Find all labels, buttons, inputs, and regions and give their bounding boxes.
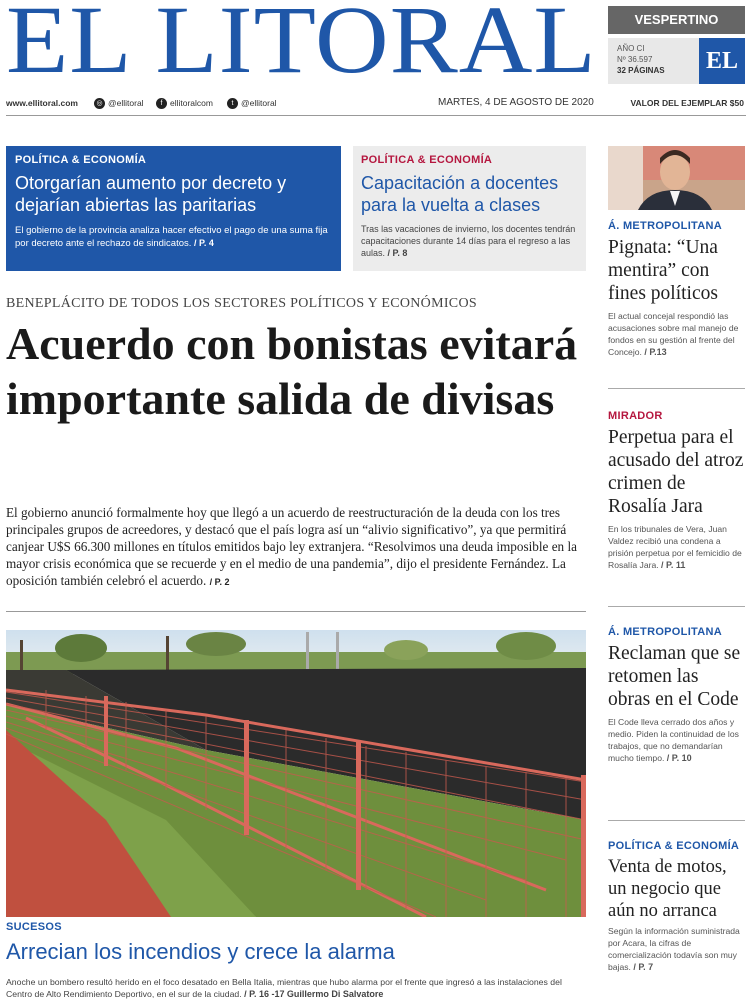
el-logo: EL	[699, 38, 745, 84]
page-ref: / P. 16 -17	[244, 989, 285, 999]
instagram-handle: @ellitoral	[108, 98, 144, 108]
main-headline[interactable]: Acuerdo con bonistas evitará importante salida de divisas	[6, 318, 578, 424]
story-summary: En los tribunales de Vera, Juan Valdez recibió una condena a prisión perpetua por el femicidio de Rosalía Jara. / P. 11	[608, 524, 742, 570]
facebook-handle: ellitoralcom	[170, 98, 213, 108]
facebook-icon: f	[156, 98, 167, 109]
section-tag: MIRADOR	[608, 410, 663, 422]
page-ref: / P. 7	[633, 962, 654, 972]
section-tag: Á. METROPOLITANA	[608, 220, 722, 232]
issue-number: Nº 36.597	[617, 55, 653, 64]
page-ref: / P. 10	[666, 753, 692, 763]
story-headline: Capacitación a docentes para la vuelta a clases	[361, 173, 559, 215]
story-perpetua[interactable]	[608, 410, 745, 571]
story-pignata[interactable]	[608, 220, 745, 358]
story-headline: Pignata: “Una mentira” con fines políticos	[608, 237, 718, 304]
section-tag: POLÍTICA & ECONOMÍA	[15, 154, 147, 166]
section-tag: POLÍTICA & ECONOMÍA	[361, 154, 493, 166]
twitter-link[interactable]	[227, 98, 277, 109]
page-count: 32 PÁGINAS	[617, 66, 665, 75]
column-divider	[608, 820, 745, 821]
story-headline: Otorgarían aumento por decreto y dejarían abiertas las paritarias	[15, 173, 287, 215]
main-lead: El gobierno anunció formalmente hoy que llegó a un acuerdo de reestructuración de la deuda con los tres principales grupos de acreedores, y destacó que el país logra así un “alivio significativo”, ya que permitirá canjear U$S 66.300 millones en títulos emitidos bajo ley extranjera. “Resolvimos una deuda imposible en la mayor crisis económica que se recuerde y en el medio de una pandemia”, dijo el presidente Fernández. La oposición también celebró el acuerdo. / P. 2	[6, 505, 577, 588]
main-divider	[6, 611, 586, 612]
header-divider	[6, 115, 746, 116]
story-code[interactable]	[608, 626, 745, 764]
section-tag: POLÍTICA & ECONOMÍA	[608, 840, 740, 852]
story-teacher-training[interactable]	[353, 146, 586, 271]
website-link[interactable]: www.ellitoral.com	[6, 98, 78, 108]
twitter-handle: @ellitoral	[241, 98, 277, 108]
page-ref: / P. 4	[194, 238, 214, 248]
issue-box	[608, 38, 745, 84]
right-portrait	[608, 146, 745, 210]
issue-info	[617, 43, 665, 76]
facebook-link[interactable]	[156, 98, 213, 109]
story-headline: Reclaman que se retomen las obras en el Code	[608, 643, 741, 710]
page-ref: / P. 11	[661, 560, 686, 570]
year-label: AÑO CI	[617, 44, 645, 53]
page-ref: / P. 2	[209, 577, 230, 587]
instagram-icon: ◎	[94, 98, 105, 109]
main-kicker: BENEPLÁCITO DE TODOS LOS SECTORES POLÍTICOS Y ECONÓMICOS	[6, 296, 477, 311]
story-summary: El Code lleva cerrado dos años y medio. Piden la continuidad de los trabajos, que no demandarían mucho tiempo. / P. 10	[608, 717, 739, 763]
page-ref: / P. 8	[387, 248, 408, 258]
story-summary: Según la información suministrada por Acara, la cifras de comercialización todavía son muy bajas. / P. 7	[608, 926, 740, 972]
masthead-info	[608, 6, 745, 84]
story-headline: Venta de motos, un negocio que aún no arranca	[608, 857, 727, 921]
instagram-link[interactable]	[94, 98, 144, 109]
sucesos-tag: SUCESOS	[6, 921, 62, 933]
section-tag: Á. METROPOLITANA	[608, 626, 722, 638]
column-divider	[608, 606, 745, 607]
twitter-icon: t	[227, 98, 238, 109]
story-motos[interactable]	[608, 840, 745, 973]
story-summary: Tras las vacaciones de invierno, los docentes tendrán capacitaciones durante 14 días para el regreso a las aulas. / P. 8	[361, 224, 576, 258]
story-summary: El gobierno de la provincia analiza hacer efectivo el pago de una suma fija por decreto ante el rechazo de sindicatos. / P. 4	[15, 225, 328, 249]
photo-credit: Guillermo Di Salvatore	[286, 989, 384, 999]
masthead-title: EL LITORAL	[6, 0, 597, 95]
story-decree-raise[interactable]	[6, 146, 341, 271]
burned-field-photo	[6, 630, 586, 917]
fire-summary: Anoche un bombero resultó herido en el foco desatado en Bella Italia, mientras que hubo alarma por el frente que ingresó a las instalaciones del Centro de Alto Rendimiento Deportivo, en el sur de la ciudad. / P. 16 -17 Guillermo Di Salvatore	[6, 977, 562, 999]
page-ref: / P.13	[644, 347, 667, 357]
edition-label: VESPERTINO	[608, 6, 745, 34]
portrait-photo	[608, 146, 745, 210]
issue-date: MARTES, 4 DE AGOSTO DE 2020	[438, 97, 594, 108]
fire-photo[interactable]	[6, 630, 586, 917]
story-headline: Perpetua para el acusado del atroz crimen de Rosalía Jara	[608, 427, 744, 517]
fire-headline[interactable]: Arrecian los incendios y crece la alarma	[6, 939, 395, 964]
column-divider	[608, 388, 745, 389]
story-summary: El actual concejal respondió las acusaciones sobre mal manejo de fondos en su gestión al frente del Concejo. / P.13	[608, 311, 739, 357]
info-bar	[6, 96, 746, 112]
price-label: VALOR DEL EJEMPLAR $50	[630, 98, 744, 108]
